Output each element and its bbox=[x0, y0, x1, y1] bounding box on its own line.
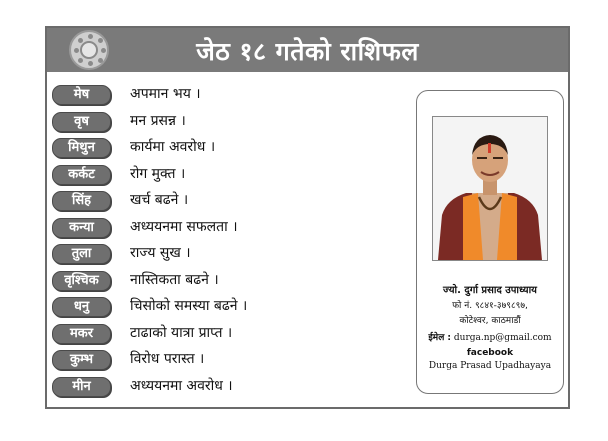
sign-text-vrishchik: नास्तिकता बढने । bbox=[130, 271, 219, 288]
sign-text-dhanu: चिसोको समस्या बढने । bbox=[130, 298, 248, 314]
sign-badge-vrishchik: वृश्चिक bbox=[52, 271, 111, 291]
astrologer-email-row bbox=[417, 330, 563, 343]
sign-text-mithun: कार्यमा अवरोध । bbox=[130, 139, 216, 155]
sign-text-tula: राज्य सुख । bbox=[130, 245, 191, 261]
sign-text-simha: खर्च बढने । bbox=[130, 192, 189, 208]
sign-row-mesh bbox=[52, 84, 342, 106]
sign-text-kanya: अध्ययनमा सफलता । bbox=[130, 218, 238, 235]
sign-row-tula bbox=[52, 243, 342, 265]
sign-badge-makar: मकर bbox=[52, 324, 111, 344]
sign-row-vrish bbox=[52, 111, 342, 133]
facebook-name: Durga Prasad Upadhayaya bbox=[428, 361, 552, 371]
sign-text-kumbha: विरोध परास्त । bbox=[130, 351, 205, 367]
sign-badge-karkat: कर्कट bbox=[52, 165, 111, 185]
sign-row-vrishchik bbox=[52, 270, 342, 292]
sign-badge-meen: मीन bbox=[52, 377, 111, 397]
sign-badge-kumbha: कुम्भ bbox=[52, 350, 111, 370]
sign-row-karkat bbox=[52, 164, 342, 186]
sign-row-meen bbox=[52, 376, 342, 398]
astrologer-photo bbox=[432, 116, 548, 261]
sign-row-makar bbox=[52, 323, 342, 345]
astrologer-card bbox=[416, 90, 564, 394]
header-bar bbox=[47, 28, 568, 72]
horoscope-panel bbox=[45, 26, 570, 409]
sign-text-makar: टाढाको यात्रा प्राप्त । bbox=[130, 324, 233, 341]
sign-badge-dhanu: धनु bbox=[52, 297, 111, 317]
sign-badge-simha: सिंह bbox=[52, 191, 111, 211]
sign-text-meen: अध्ययनमा अवरोध । bbox=[130, 377, 233, 394]
email-address: durga.np@gmail.com bbox=[453, 333, 552, 343]
sign-text-vrish: मन प्रसन्न । bbox=[130, 112, 186, 129]
astrologer-name: ज्यो. दुर्गा प्रसाद उपाध्याय bbox=[443, 285, 537, 296]
sign-badge-kanya: कन्या bbox=[52, 218, 111, 238]
facebook-label: facebook bbox=[466, 348, 514, 358]
astrologer-address: कोटेश्वर, काठमाडौं bbox=[459, 316, 521, 326]
sign-badge-tula: तुला bbox=[52, 244, 111, 264]
sign-badge-mesh: मेष bbox=[52, 85, 111, 105]
sign-row-dhanu bbox=[52, 296, 342, 318]
sign-row-kumbha bbox=[52, 349, 342, 371]
sign-row-mithun bbox=[52, 137, 342, 159]
sign-row-kanya bbox=[52, 217, 342, 239]
sign-badge-vrish: वृष bbox=[52, 112, 111, 132]
email-label: ईमेल : bbox=[428, 333, 452, 343]
astrologer-phone: फो नं. ९८४१-३७९८९७, bbox=[452, 301, 528, 311]
sign-text-karkat: रोग मुक्त । bbox=[130, 165, 186, 182]
sign-text-mesh: अपमान भय । bbox=[130, 86, 201, 102]
sign-row-simha bbox=[52, 190, 342, 212]
page-title: जेठ १८ गतेको राशिफल bbox=[196, 37, 419, 66]
sign-badge-mithun: मिथुन bbox=[52, 138, 111, 158]
